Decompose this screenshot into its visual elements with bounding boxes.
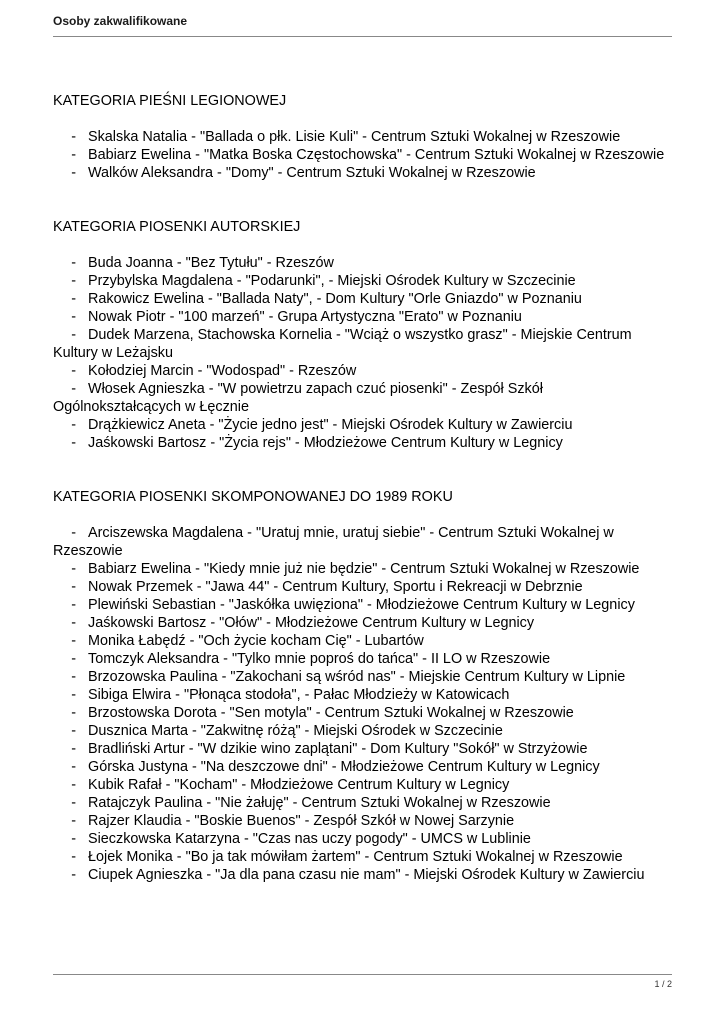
participant-list	[53, 128, 672, 182]
list-bullet-dash: -	[71, 579, 88, 595]
list-bullet-dash: -	[71, 867, 88, 883]
list-bullet-dash: -	[71, 723, 88, 739]
list-bullet-dash: -	[71, 687, 88, 703]
participant-entry: Babiarz Ewelina - "Matka Boska Częstochowska" - Centrum Sztuki Wokalnej w Rzeszowie	[88, 147, 665, 163]
list-bullet-dash: -	[71, 309, 88, 325]
participant-entry: Arciszewska Magdalena - "Uratuj mnie, uratuj siebie" - Centrum Sztuki Wokalnej w Rzeszowie	[53, 525, 614, 559]
participant-entry: Monika Łabędź - "Och życie kocham Cię" - Lubartów	[88, 633, 424, 649]
list-item	[53, 650, 672, 668]
participant-entry: Tomczyk Aleksandra - "Tylko mnie poproś do tańca" - II LO w Rzeszowie	[88, 651, 551, 667]
list-item	[53, 326, 672, 362]
list-bullet-dash: -	[71, 147, 88, 163]
category-title: KATEGORIA PIEŚNI LEGIONOWEJ	[53, 93, 287, 109]
category-title: KATEGORIA PIOSENKI SKOMPONOWANEJ DO 1989 ROKU	[53, 489, 453, 505]
list-bullet-dash: -	[71, 273, 88, 289]
participant-entry: Skalska Natalia - "Ballada o płk. Lisie Kuli" - Centrum Sztuki Wokalnej w Rzeszowie	[88, 129, 621, 145]
list-bullet-dash: -	[71, 759, 88, 775]
participant-entry: Dusznica Marta - "Zakwitnę różą" - Miejski Ośrodek w Szczecinie	[88, 723, 503, 739]
list-item	[53, 362, 672, 380]
footer-divider	[53, 974, 672, 975]
participant-entry: Przybylska Magdalena - "Podarunki", - Miejski Ośrodek Kultury w Szczecinie	[88, 273, 576, 289]
participant-entry: Łojek Monika - "Bo ja tak mówiłam żartem" - Centrum Sztuki Wokalnej w Rzeszowie	[88, 849, 623, 865]
participant-entry: Górska Justyna - "Na deszczowe dni" - Młodzieżowe Centrum Kultury w Legnicy	[88, 759, 600, 775]
participant-entry: Rajzer Klaudia - "Boskie Buenos" - Zespół Szkół w Nowej Sarzynie	[88, 813, 515, 829]
participant-entry: Brzostowska Dorota - "Sen motyla" - Centrum Sztuki Wokalnej w Rzeszowie	[88, 705, 574, 721]
list-item	[53, 722, 672, 740]
list-item	[53, 614, 672, 632]
list-bullet-dash: -	[71, 831, 88, 847]
list-item	[53, 146, 672, 164]
participant-list	[53, 254, 672, 452]
participant-entry: Rakowicz Ewelina - "Ballada Naty", - Dom Kultury "Orle Gniazdo" w Poznaniu	[88, 291, 582, 307]
list-bullet-dash: -	[71, 129, 88, 145]
list-bullet-dash: -	[71, 525, 88, 541]
list-item	[53, 848, 672, 866]
participant-entry: Brzozowska Paulina - "Zakochani są wśród nas" - Miejskie Centrum Kultury w Lipnie	[88, 669, 626, 685]
page-header-title: Osoby zakwalifikowane	[53, 14, 188, 28]
list-item	[53, 524, 672, 560]
list-item	[53, 290, 672, 308]
list-item	[53, 272, 672, 290]
header-divider	[53, 36, 672, 37]
list-item	[53, 434, 672, 452]
list-item	[53, 596, 672, 614]
participant-entry: Jaśkowski Bartosz - "Ołów" - Młodzieżowe Centrum Kultury w Legnicy	[88, 615, 535, 631]
list-item	[53, 686, 672, 704]
list-bullet-dash: -	[71, 327, 88, 343]
list-bullet-dash: -	[71, 417, 88, 433]
list-bullet-dash: -	[71, 597, 88, 613]
list-item	[53, 740, 672, 758]
list-bullet-dash: -	[71, 255, 88, 271]
participant-entry: Włosek Agnieszka - "W powietrzu zapach czuć piosenki" - Zespół Szkół Ogólnokształcących w Łęcznie	[53, 381, 543, 415]
participant-entry: Ciupek Agnieszka - "Ja dla pana czasu nie mam" - Miejski Ośrodek Kultury w Zawierciu	[88, 867, 645, 883]
list-item	[53, 128, 672, 146]
list-item	[53, 704, 672, 722]
category-section	[53, 488, 672, 884]
list-item	[53, 578, 672, 596]
category-title: KATEGORIA PIOSENKI AUTORSKIEJ	[53, 219, 301, 235]
participant-entry: Bradliński Artur - "W dzikie wino zaplątani" - Dom Kultury "Sokół" w Strzyżowie	[88, 741, 588, 757]
list-item	[53, 866, 672, 884]
list-item	[53, 794, 672, 812]
participant-entry: Drążkiewicz Aneta - "Życie jedno jest" - Miejski Ośrodek Kultury w Zawierciu	[88, 417, 573, 433]
list-bullet-dash: -	[71, 165, 88, 181]
participant-entry: Babiarz Ewelina - "Kiedy mnie już nie będzie" - Centrum Sztuki Wokalnej w Rzeszowie	[88, 561, 640, 577]
list-item	[53, 776, 672, 794]
list-item	[53, 164, 672, 182]
list-bullet-dash: -	[71, 363, 88, 379]
list-item	[53, 668, 672, 686]
participant-entry: Buda Joanna - "Bez Tytułu" - Rzeszów	[88, 255, 334, 271]
category-section	[53, 218, 672, 452]
participant-entry: Sieczkowska Katarzyna - "Czas nas uczy pogody" - UMCS w Lublinie	[88, 831, 531, 847]
list-bullet-dash: -	[71, 633, 88, 649]
participant-entry: Nowak Przemek - "Jawa 44" - Centrum Kultury, Sportu i Rekreacji w Debrznie	[88, 579, 583, 595]
list-bullet-dash: -	[71, 813, 88, 829]
list-bullet-dash: -	[71, 777, 88, 793]
page-number: 1 / 2	[654, 979, 672, 989]
list-item	[53, 416, 672, 434]
list-bullet-dash: -	[71, 669, 88, 685]
list-bullet-dash: -	[71, 291, 88, 307]
list-item	[53, 380, 672, 416]
participant-entry: Sibiga Elwira - "Płonąca stodoła", - Pałac Młodzieży w Katowicach	[88, 687, 510, 703]
participant-entry: Nowak Piotr - "100 marzeń" - Grupa Artystyczna "Erato" w Poznaniu	[88, 309, 522, 325]
participant-entry: Kubik Rafał - "Kocham" - Młodzieżowe Centrum Kultury w Legnicy	[88, 777, 510, 793]
list-bullet-dash: -	[71, 651, 88, 667]
participant-entry: Walków Aleksandra - "Domy" - Centrum Sztuki Wokalnej w Rzeszowie	[88, 165, 536, 181]
list-bullet-dash: -	[71, 849, 88, 865]
participant-entry: Dudek Marzena, Stachowska Kornelia - "Wciąż o wszystko grasz" - Miejskie Centrum Kultury w Leżajsku	[53, 327, 632, 361]
list-item	[53, 254, 672, 272]
category-section	[53, 92, 672, 182]
list-bullet-dash: -	[71, 561, 88, 577]
list-bullet-dash: -	[71, 705, 88, 721]
document-body	[53, 92, 672, 920]
list-bullet-dash: -	[71, 381, 88, 397]
list-item	[53, 758, 672, 776]
participant-entry: Ratajczyk Paulina - "Nie żałuję" - Centrum Sztuki Wokalnej w Rzeszowie	[88, 795, 551, 811]
participant-entry: Jaśkowski Bartosz - "Życia rejs" - Młodzieżowe Centrum Kultury w Legnicy	[88, 435, 563, 451]
list-bullet-dash: -	[71, 615, 88, 631]
list-bullet-dash: -	[71, 435, 88, 451]
list-bullet-dash: -	[71, 795, 88, 811]
participant-entry: Plewiński Sebastian - "Jaskółka uwięziona" - Młodzieżowe Centrum Kultury w Legnicy	[88, 597, 635, 613]
list-bullet-dash: -	[71, 741, 88, 757]
participant-list	[53, 524, 672, 884]
participant-entry: Kołodziej Marcin - "Wodospad" - Rzeszów	[88, 363, 357, 379]
list-item	[53, 812, 672, 830]
list-item	[53, 560, 672, 578]
list-item	[53, 632, 672, 650]
list-item	[53, 308, 672, 326]
list-item	[53, 830, 672, 848]
